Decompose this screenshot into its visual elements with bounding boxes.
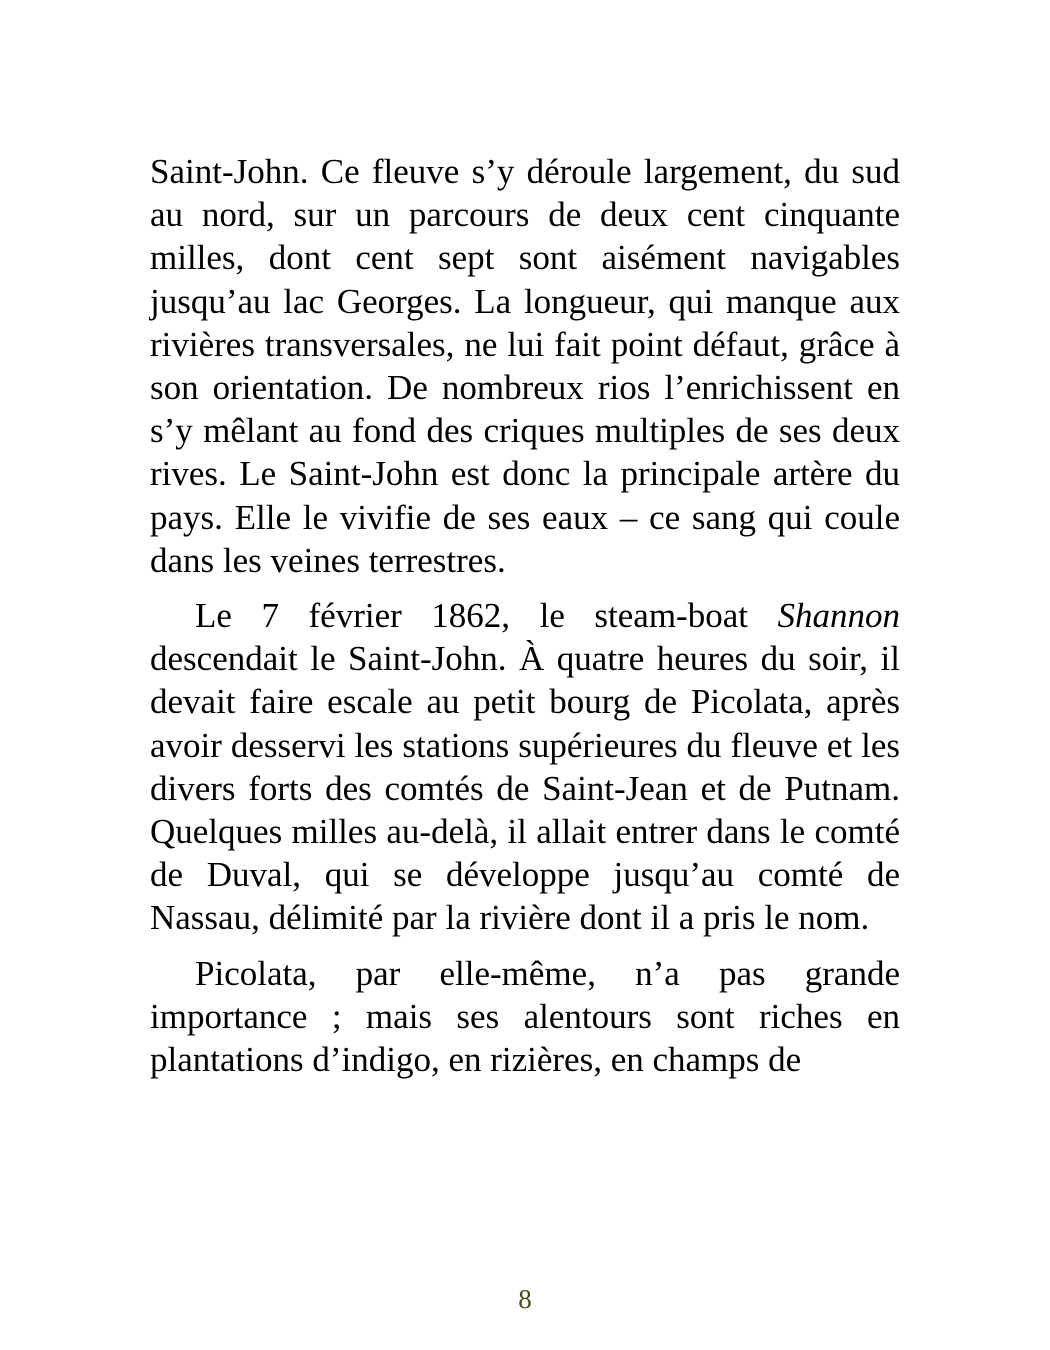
page-number: 8 <box>518 1284 532 1314</box>
paragraph-2 <box>150 594 900 940</box>
paragraph-2-text-after: descendait le Saint-John. À quatre heures du soir, il devait faire escale au petit bourg de Picolata, après avoir desservi les stations supérieures du fleuve et les divers forts des comtés de Saint-Jean et de Putnam. Quelques milles au-delà, il allait entrer dans le comté de Duval, qui se développe jusqu’au comté de Nassau, délimité par la rivière dont il a pris le nom. <box>150 639 900 938</box>
paragraph-1: Saint-John. Ce fleuve s’y déroule largement, du sud au nord, sur un parcours de deux cent cinquante milles, dont cent sept sont aisément navigables jusqu’au lac Georges. La longueur, qui manque aux rivières transversales, ne lui fait point défaut, grâce à son orientation. De nombreux rios l’enrichissent en s’y mêlant au fond des criques multiples de ses deux rives. Le Saint-John est donc la principale artère du pays. Elle le vivifie de ses eaux – ce sang qui coule dans les veines terrestres. <box>150 152 900 580</box>
paragraph-3: Picolata, par elle-même, n’a pas grande importance ; mais ses alentours sont riches en plantations d’indigo, en rizières, en champs de <box>150 953 900 1080</box>
paragraph-2-text-before: Le 7 février 1862, le steam-boat <box>195 596 778 636</box>
ship-name-italic: Shannon <box>777 596 900 636</box>
page-body <box>150 150 900 1081</box>
